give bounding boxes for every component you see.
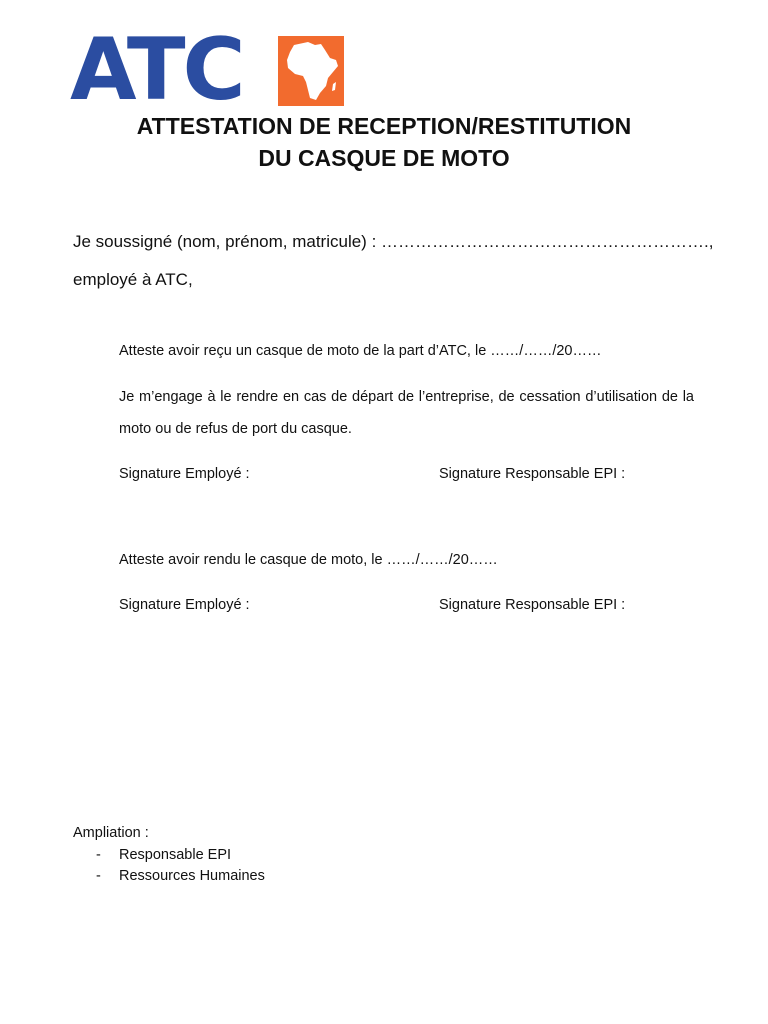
reception-signature-employee: Signature Employé :: [119, 466, 250, 482]
engagement-paragraph: Je m’engage à le rendre en cas de départ de l’entreprise, de cessation d’utilisation de la moto ou de refus de port du casque.: [119, 389, 694, 437]
document-title-line-1: ATTESTATION DE RECEPTION/RESTITUTION: [136, 113, 632, 139]
ampliation-item-ressources-humaines: Ressources Humaines: [119, 868, 265, 884]
list-bullet: -: [96, 868, 101, 884]
document-title-line-2: DU CASQUE DE MOTO: [258, 145, 510, 171]
ampliation-item-responsable-epi: Responsable EPI: [119, 847, 232, 863]
ampliation-label: Ampliation :: [73, 825, 149, 841]
restitution-signature-employee: Signature Employé :: [119, 597, 250, 613]
list-bullet: -: [96, 847, 101, 863]
restitution-signature-responsible: Signature Responsable EPI :: [439, 597, 626, 613]
reception-signature-responsible: Signature Responsable EPI :: [439, 466, 626, 482]
restitution-statement: Atteste avoir rendu le casque de moto, le ……/……/20……: [119, 552, 498, 568]
intro-line-2: employé à ATC,: [73, 270, 193, 289]
reception-statement: Atteste avoir reçu un casque de moto de la part d’ATC, le ……/……/20……: [119, 343, 602, 359]
logo-text: ATC: [70, 20, 243, 120]
africa-map-icon: [278, 36, 344, 106]
intro-line-1: Je soussigné (nom, prénom, matricule) : ………………………………………………….,: [73, 232, 714, 251]
atc-logo: [70, 20, 345, 120]
